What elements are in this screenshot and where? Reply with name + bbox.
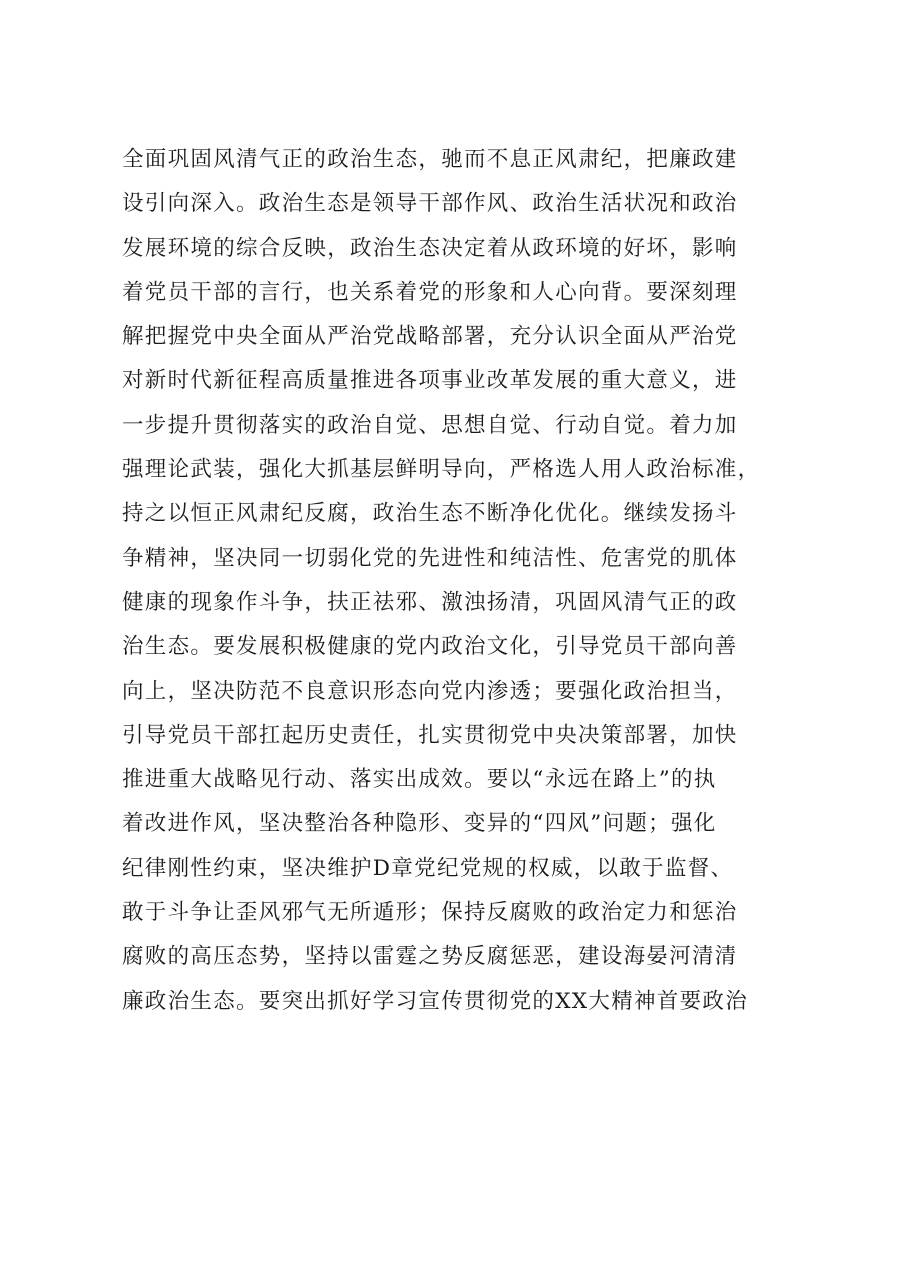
text-line-15: 推进重大战略见行动、落实出成效。要以“永远在路上”的执: [122, 767, 717, 793]
text-line-1: 全面巩固风清气正的政治生态，驰而不息正风肃纪，把廉政建: [122, 147, 738, 172]
text-line-10: 争精神，坚决同一切弱化党的先进性和纯洁性、危害党的肌体: [122, 545, 738, 571]
text-line-6: 对新时代新征程高质量推进各项事业改革发展的重大意义，进: [122, 368, 738, 394]
text-line-7: 一步提升贯彻落实的政治自觉、思想自觉、行动自觉。着力加: [122, 412, 738, 438]
text-line-16: 着改进作风，坚决整治各种隐形、变异的“四风”问题；强化: [122, 811, 717, 837]
text-line-4: 着党员干部的言行，也关系着党的形象和人心向背。要深刻理: [122, 279, 738, 305]
text-line-8: 强理论武装，强化大抓基层鲜明导向，严格选人用人政治标准，: [122, 457, 761, 483]
text-line-9: 持之以恒正风肃纪反腐，政治生态不断净化优化。继续发扬斗: [122, 501, 738, 527]
text-line-5: 解把握党中央全面从严治党战略部署，充分认识全面从严治党: [122, 324, 738, 350]
text-line-20: 廉政治生态。要突出抓好学习宣传贯彻党的XX大精神首要政治: [122, 988, 749, 1014]
text-line-3: 发展环境的综合反映，政治生态决定着从政环境的好坏，影响: [122, 235, 738, 261]
text-line-11: 健康的现象作斗争，扶正祛邪、激浊扬清，巩固风清气正的政: [122, 589, 738, 615]
text-line-2: 设引向深入。政治生态是领导干部作风、政治生活状况和政治: [122, 191, 738, 217]
text-line-13: 向上，坚决防范不良意识形态向党内渗透；要强化政治担当，: [122, 678, 738, 704]
text-line-14: 引导党员干部扛起历史责任，扎实贯彻党中央决策部署，加快: [122, 722, 738, 748]
text-line-18: 敢于斗争让歪风邪气无所遁形；保持反腐败的政治定力和惩治: [122, 900, 738, 926]
text-line-19: 腐败的高压态势，坚持以雷霆之势反腐惩恶，建设海晏河清清: [122, 944, 738, 970]
text-line-17: 纪律刚性约束，坚决维护D章党纪党规的权威，以敢于监督、: [122, 855, 734, 881]
text-line-12: 治生态。要发展积极健康的党内政治文化，引导党员干部向善: [122, 634, 738, 660]
body-paragraph: [122, 138, 802, 1024]
